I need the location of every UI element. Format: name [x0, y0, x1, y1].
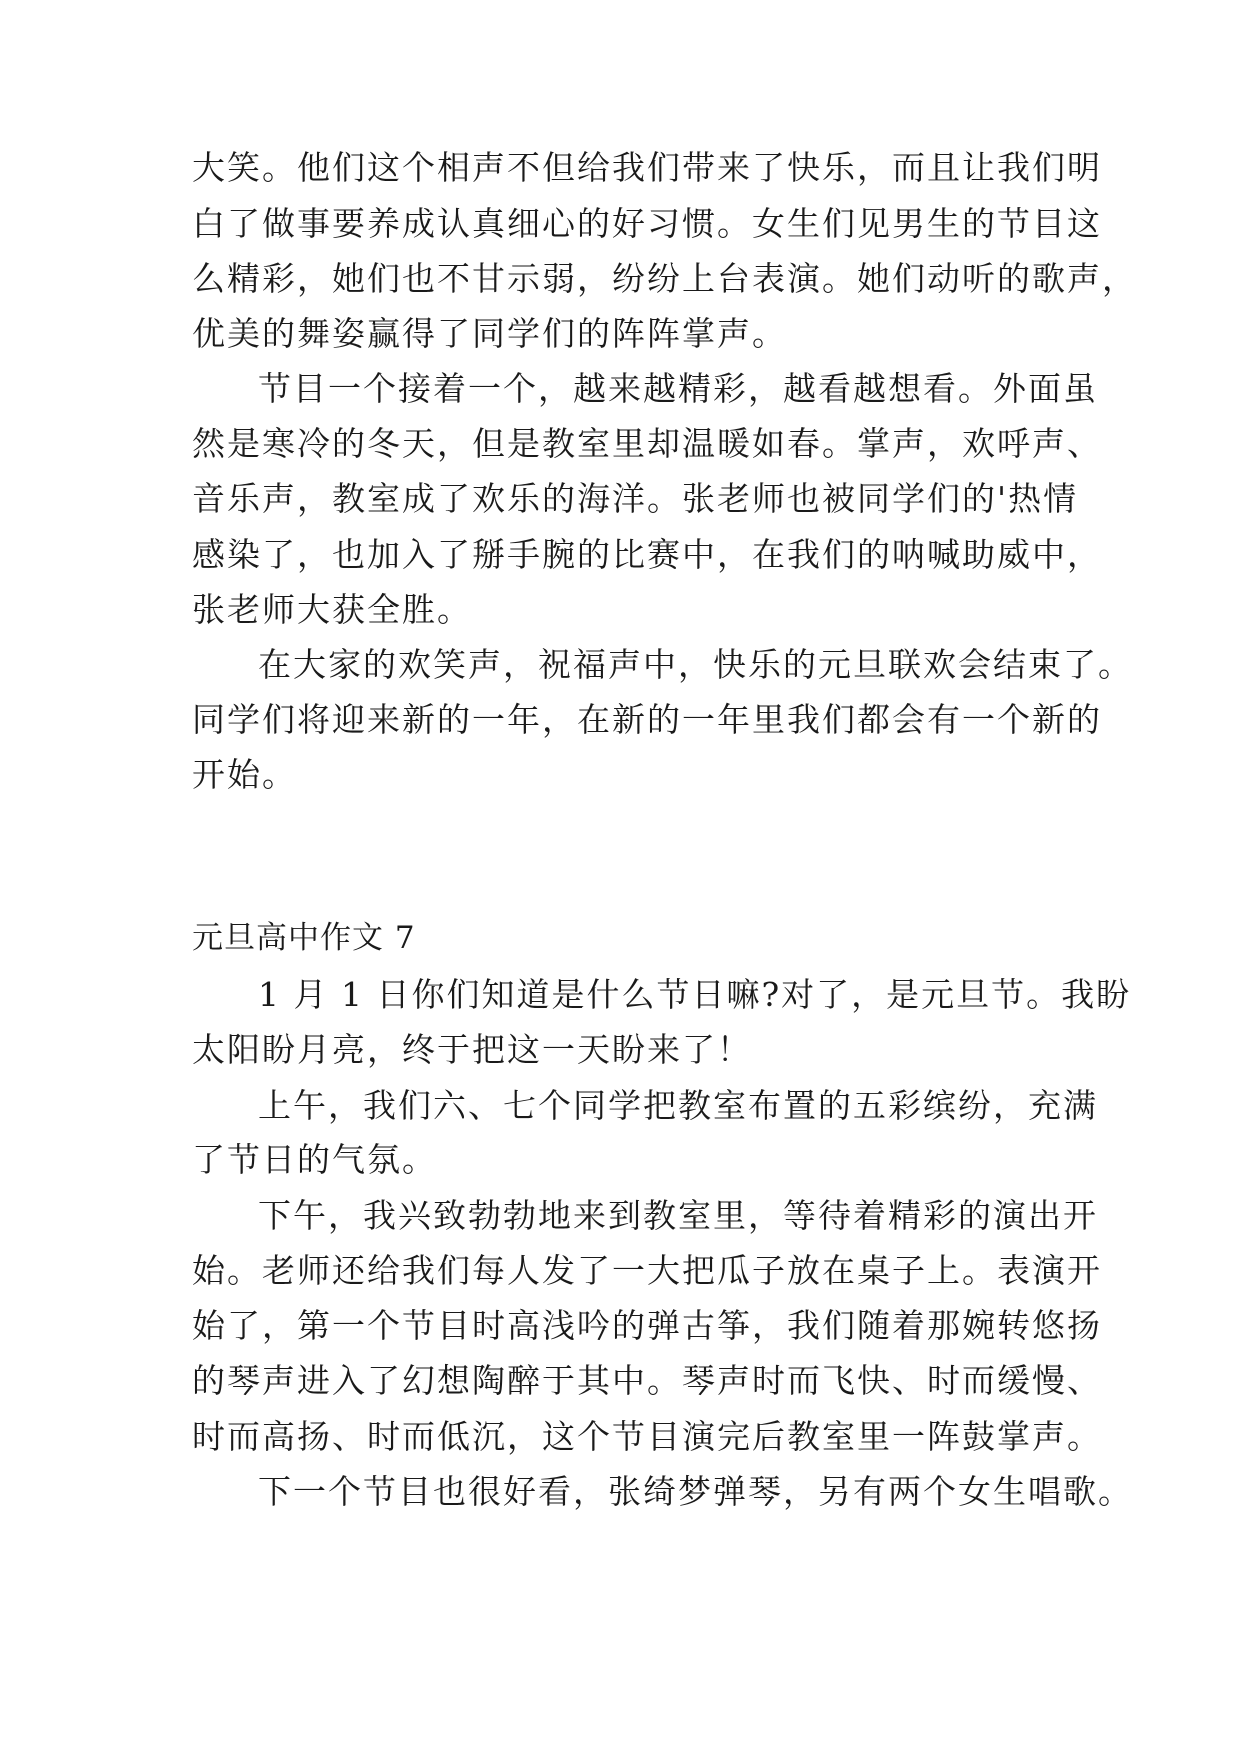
text-line: 了节日的气氛。 [192, 1140, 437, 1179]
text-line: 么精彩，她们也不甘示弱，纷纷上台表演。她们动听的歌声， [192, 259, 1137, 298]
text-line: 张老师大获全胜。 [192, 590, 472, 629]
text-line: 开始。 [192, 755, 297, 794]
text-line: 音乐声，教室成了欢乐的海洋。张老师也被同学们的'热情 [192, 479, 1079, 518]
text-line: 上午，我们六、七个同学把教室布置的五彩缤纷，充满 [258, 1086, 1098, 1125]
section-heading: 元旦高中作文 7 [192, 920, 416, 956]
text-line: 在大家的欢笑声，祝福声中，快乐的元旦联欢会结束了。 [258, 645, 1133, 684]
text-line: 始了，第一个节目时高浅吟的弹古筝，我们随着那婉转悠扬 [192, 1306, 1102, 1345]
text-line: 然是寒冷的冬天，但是教室里却温暖如春。掌声，欢呼声、 [192, 424, 1102, 463]
text-line: 感染了，也加入了掰手腕的比赛中，在我们的呐喊助威中， [192, 535, 1102, 574]
text-line: 下一个节目也很好看，张绮梦弹琴，另有两个女生唱歌。 [258, 1472, 1133, 1511]
text-line: 同学们将迎来新的一年，在新的一年里我们都会有一个新的 [192, 700, 1102, 739]
text-line: 时而高扬、时而低沉，这个节目演完后教室里一阵鼓掌声。 [192, 1417, 1102, 1456]
text-line: 1 月 1 日你们知道是什么节日嘛?对了，是元旦节。我盼 [258, 975, 1132, 1014]
text-line: 节目一个接着一个，越来越精彩，越看越想看。外面虽 [258, 369, 1098, 408]
text-line: 太阳盼月亮，终于把这一天盼来了！ [192, 1030, 752, 1069]
text-line: 优美的舞姿赢得了同学们的阵阵掌声。 [192, 314, 787, 353]
text-line: 始。老师还给我们每人发了一大把瓜子放在桌子上。表演开 [192, 1251, 1102, 1290]
text-line: 的琴声进入了幻想陶醉于其中。琴声时而飞快、时而缓慢、 [192, 1361, 1102, 1400]
text-line: 大笑。他们这个相声不但给我们带来了快乐，而且让我们明 [192, 148, 1102, 187]
text-line: 白了做事要养成认真细心的好习惯。女生们见男生的节目这 [192, 204, 1102, 243]
text-line: 下午，我兴致勃勃地来到教室里，等待着精彩的演出开 [258, 1196, 1098, 1235]
